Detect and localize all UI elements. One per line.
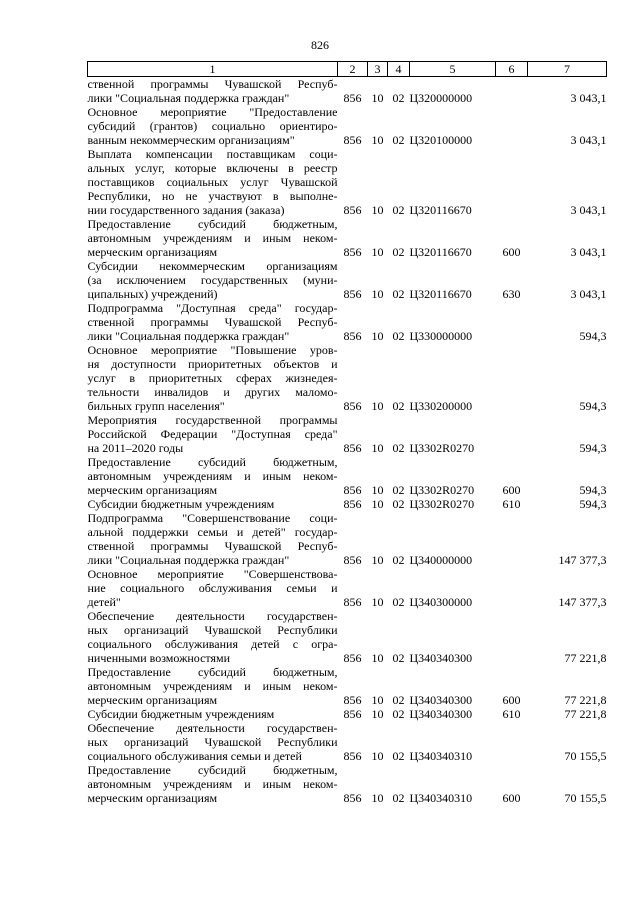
row-section-code: 10 xyxy=(371,329,384,343)
row-description-line: ня доступности приоритетных объектов и xyxy=(87,357,338,371)
row-ministry-code: 856 xyxy=(343,133,362,147)
row-ministry-code: 856 xyxy=(343,791,362,805)
row-section-code: 10 xyxy=(371,749,384,763)
row-target-article-code: Ц340340310 xyxy=(409,791,473,805)
row-description-line: мерческим организациям xyxy=(87,483,218,497)
row-description-line: лики "Социальная поддержка граждан" xyxy=(87,553,290,567)
row-section-code: 10 xyxy=(371,287,384,301)
row-expense-type-code xyxy=(496,609,528,665)
row-section-code: 10 xyxy=(371,553,384,567)
row-amount: 70 155,5 xyxy=(564,749,607,763)
table-row xyxy=(88,343,607,413)
row-target-article-code: Ц330000000 xyxy=(409,329,473,343)
table-row xyxy=(88,77,607,106)
row-amount: 594,3 xyxy=(579,441,607,455)
table-row xyxy=(88,665,607,707)
row-subsection-code: 02 xyxy=(392,693,405,707)
row-description xyxy=(88,609,338,665)
row-section-code: 10 xyxy=(371,707,384,721)
table-row xyxy=(88,609,607,665)
header-col-5: 5 xyxy=(410,62,496,77)
row-section-code: 10 xyxy=(371,245,384,259)
row-ministry-code: 856 xyxy=(343,749,362,763)
row-description-line: Основное мероприятие "Предоставление xyxy=(87,105,338,119)
row-subsection-code: 02 xyxy=(392,749,405,763)
row-description-line: автономным учреждениям и иным неком- xyxy=(87,777,338,791)
row-section-code: 10 xyxy=(371,497,384,511)
row-amount: 594,3 xyxy=(579,483,607,497)
row-target-article-code: Ц330200000 xyxy=(409,399,473,413)
row-subsection-code: 02 xyxy=(392,483,405,497)
row-description-line: мерческим организациям xyxy=(87,791,218,805)
row-amount: 3 043,1 xyxy=(570,91,607,105)
row-description xyxy=(88,497,338,511)
row-description xyxy=(88,707,338,721)
row-expense-type-code xyxy=(496,721,528,763)
row-description-line: Основное мероприятие "Совершенствова- xyxy=(87,567,338,581)
header-col-7: 7 xyxy=(528,62,607,77)
row-description-line: ниченными возможностями xyxy=(87,651,231,665)
row-section-code: 10 xyxy=(371,203,384,217)
row-amount: 3 043,1 xyxy=(570,245,607,259)
row-description-line: Республики, но не участвуют в выполне- xyxy=(87,189,338,203)
row-description xyxy=(88,721,338,763)
row-section-code: 10 xyxy=(371,483,384,497)
row-subsection-code: 02 xyxy=(392,399,405,413)
table-body xyxy=(88,77,607,806)
header-col-4: 4 xyxy=(388,62,410,77)
table-header xyxy=(88,62,607,77)
row-description-line: на 2011–2020 годы xyxy=(87,441,184,455)
row-section-code: 10 xyxy=(371,441,384,455)
row-section-code: 10 xyxy=(371,651,384,665)
row-section-code: 10 xyxy=(371,399,384,413)
row-description-line: автономным учреждениям и иным неком- xyxy=(87,231,338,245)
row-description-line: ципальных) учреждений) xyxy=(87,287,218,301)
table-row xyxy=(88,721,607,763)
row-expense-type-code: 600 xyxy=(502,693,521,707)
row-expense-type-code xyxy=(496,413,528,455)
row-description-line: Субсидии бюджетным учреждениям xyxy=(87,497,275,511)
row-target-article-code: Ц340340300 xyxy=(409,707,473,721)
row-description xyxy=(88,301,338,343)
row-target-article-code: Ц3302R0270 xyxy=(409,497,475,511)
row-subsection-code: 02 xyxy=(392,133,405,147)
row-description-line: ственной программы Чувашской Респуб- xyxy=(87,315,338,329)
row-description-line: ных организаций Чувашской Республики xyxy=(87,735,338,749)
budget-table xyxy=(87,61,607,805)
row-subsection-code: 02 xyxy=(392,707,405,721)
row-description-line: Подпрограмма "Совершенствование соци- xyxy=(87,511,338,525)
row-target-article-code: Ц3302R0270 xyxy=(409,483,475,497)
row-subsection-code: 02 xyxy=(392,245,405,259)
row-description-line: альных услуг, которые включены в реестр xyxy=(87,161,338,175)
row-ministry-code: 856 xyxy=(343,553,362,567)
row-description-line: Субсидии некоммерческим организациям xyxy=(87,259,338,273)
row-amount: 3 043,1 xyxy=(570,203,607,217)
row-ministry-code: 856 xyxy=(343,287,362,301)
row-description-line: лики "Социальная поддержка граждан" xyxy=(87,91,290,105)
row-description-line: нии государственного задания (заказа) xyxy=(87,203,285,217)
row-description-line: детей" xyxy=(87,595,121,609)
row-description-line: Обеспечение деятельности государствен- xyxy=(87,609,338,623)
row-amount: 77 221,8 xyxy=(564,651,607,665)
table-row xyxy=(88,301,607,343)
row-expense-type-code: 600 xyxy=(502,245,521,259)
row-description-line: Основное мероприятие "Повышение уров- xyxy=(87,343,338,357)
row-amount: 594,3 xyxy=(579,399,607,413)
row-description-line: Предоставление субсидий бюджетным, xyxy=(87,455,338,469)
row-amount: 594,3 xyxy=(579,497,607,511)
row-subsection-code: 02 xyxy=(392,441,405,455)
row-expense-type-code xyxy=(496,511,528,567)
header-col-6: 6 xyxy=(496,62,528,77)
table-row xyxy=(88,413,607,455)
row-description xyxy=(88,105,338,147)
row-description-line: мерческим организациям xyxy=(87,693,218,707)
row-expense-type-code xyxy=(496,105,528,147)
row-description xyxy=(88,147,338,217)
page-number: 826 xyxy=(311,38,329,52)
row-description-line: поставщиков социальных услуг Чувашской xyxy=(87,175,338,189)
table-row xyxy=(88,567,607,609)
row-target-article-code: Ц340340310 xyxy=(409,749,473,763)
row-target-article-code: Ц3302R0270 xyxy=(409,441,475,455)
row-target-article-code: Ц340300000 xyxy=(409,595,473,609)
row-description-line: автономным учреждениям и иным неком- xyxy=(87,679,338,693)
row-ministry-code: 856 xyxy=(343,91,362,105)
row-amount: 147 377,3 xyxy=(558,595,607,609)
row-target-article-code: Ц320116670 xyxy=(409,287,472,301)
row-subsection-code: 02 xyxy=(392,553,405,567)
row-expense-type-code: 610 xyxy=(502,497,521,511)
row-ministry-code: 856 xyxy=(343,693,362,707)
row-target-article-code: Ц320100000 xyxy=(409,133,473,147)
row-description-line: альной поддержки семьи и детей" государ- xyxy=(87,525,338,539)
row-subsection-code: 02 xyxy=(392,497,405,511)
row-subsection-code: 02 xyxy=(392,651,405,665)
row-ministry-code: 856 xyxy=(343,399,362,413)
row-ministry-code: 856 xyxy=(343,497,362,511)
row-description-line: автономным учреждениям и иным неком- xyxy=(87,469,338,483)
row-description xyxy=(88,343,338,413)
row-description-line: социального обслуживания семьи и детей xyxy=(87,749,302,763)
row-description xyxy=(88,567,338,609)
row-amount: 594,3 xyxy=(579,329,607,343)
table-row xyxy=(88,105,607,147)
header-col-3: 3 xyxy=(368,62,388,77)
row-subsection-code: 02 xyxy=(392,91,405,105)
table-row xyxy=(88,147,607,217)
row-target-article-code: Ц320000000 xyxy=(409,91,473,105)
row-target-article-code: Ц340340300 xyxy=(409,651,473,665)
row-description-line: Обеспечение деятельности государствен- xyxy=(87,721,338,735)
row-ministry-code: 856 xyxy=(343,483,362,497)
row-ministry-code: 856 xyxy=(343,329,362,343)
row-section-code: 10 xyxy=(371,91,384,105)
row-ministry-code: 856 xyxy=(343,707,362,721)
row-description-line: мерческим организациям xyxy=(87,245,218,259)
row-amount: 3 043,1 xyxy=(570,287,607,301)
row-expense-type-code xyxy=(496,301,528,343)
row-section-code: 10 xyxy=(371,595,384,609)
row-section-code: 10 xyxy=(371,791,384,805)
row-amount: 147 377,3 xyxy=(558,553,607,567)
row-expense-type-code: 630 xyxy=(502,287,521,301)
row-expense-type-code: 600 xyxy=(502,483,521,497)
row-section-code: 10 xyxy=(371,693,384,707)
row-description-line: услуг в приоритетных сферах жизнедея- xyxy=(87,371,338,385)
row-description-line: Мероприятия государственной программы xyxy=(87,413,338,427)
table-row xyxy=(88,455,607,497)
row-target-article-code: Ц320116670 xyxy=(409,245,472,259)
row-target-article-code: Ц320116670 xyxy=(409,203,472,217)
row-description-line: субсидий (грантов) социально ориентиро- xyxy=(87,119,338,133)
row-section-code: 10 xyxy=(371,133,384,147)
row-description xyxy=(88,455,338,497)
row-description xyxy=(88,217,338,259)
table-row xyxy=(88,763,607,805)
row-description xyxy=(88,665,338,707)
row-description xyxy=(88,77,338,106)
row-ministry-code: 856 xyxy=(343,651,362,665)
row-expense-type-code: 610 xyxy=(502,707,521,721)
row-target-article-code: Ц340000000 xyxy=(409,553,473,567)
table-row xyxy=(88,707,607,721)
row-description-line: Предоставление субсидий бюджетным, xyxy=(87,665,338,679)
row-description-line: Предоставление субсидий бюджетным, xyxy=(87,763,338,777)
row-ministry-code: 856 xyxy=(343,441,362,455)
row-ministry-code: 856 xyxy=(343,203,362,217)
table-row xyxy=(88,259,607,301)
row-description-line: ванным некоммерческим организациям" xyxy=(87,133,295,147)
row-amount: 77 221,8 xyxy=(564,707,607,721)
row-subsection-code: 02 xyxy=(392,595,405,609)
row-target-article-code: Ц340340300 xyxy=(409,693,473,707)
row-ministry-code: 856 xyxy=(343,245,362,259)
row-description-line: ственной программы Чувашской Респуб- xyxy=(87,77,338,91)
row-description-line: ных организаций Чувашской Республики xyxy=(87,623,338,637)
row-expense-type-code xyxy=(496,343,528,413)
row-expense-type-code xyxy=(496,147,528,217)
row-description-line: тельности инвалидов и других маломо- xyxy=(87,385,338,399)
table-row xyxy=(88,217,607,259)
row-amount: 3 043,1 xyxy=(570,133,607,147)
row-description-line: (за исключением государственных (муни- xyxy=(87,273,338,287)
row-description-line: лики "Социальная поддержка граждан" xyxy=(87,329,290,343)
row-subsection-code: 02 xyxy=(392,203,405,217)
row-amount: 77 221,8 xyxy=(564,693,607,707)
row-description-line: социального обслуживания детей с огра- xyxy=(87,637,338,651)
row-description xyxy=(88,763,338,805)
row-description-line: Предоставление субсидий бюджетным, xyxy=(87,217,338,231)
row-description-line: Российской Федерации "Доступная среда" xyxy=(87,427,338,441)
row-amount: 70 155,5 xyxy=(564,791,607,805)
row-description-line: ственной программы Чувашской Респуб- xyxy=(87,539,338,553)
row-description-line: ние социального обслуживания семьи и xyxy=(87,581,338,595)
row-subsection-code: 02 xyxy=(392,329,405,343)
row-subsection-code: 02 xyxy=(392,791,405,805)
row-expense-type-code xyxy=(496,567,528,609)
row-description-line: бильных групп населения" xyxy=(87,399,225,413)
table-row xyxy=(88,511,607,567)
row-description-line: Субсидии бюджетным учреждениям xyxy=(87,707,275,721)
row-description xyxy=(88,511,338,567)
row-expense-type-code xyxy=(496,77,528,106)
row-description xyxy=(88,413,338,455)
table-row xyxy=(88,497,607,511)
row-expense-type-code: 600 xyxy=(502,791,521,805)
header-col-1: 1 xyxy=(88,62,338,77)
row-subsection-code: 02 xyxy=(392,287,405,301)
row-description-line: Подпрограмма "Доступная среда" государ- xyxy=(87,301,338,315)
row-description-line: Выплата компенсации поставщикам соци- xyxy=(87,147,338,161)
row-description xyxy=(88,259,338,301)
row-ministry-code: 856 xyxy=(343,595,362,609)
header-col-2: 2 xyxy=(338,62,368,77)
